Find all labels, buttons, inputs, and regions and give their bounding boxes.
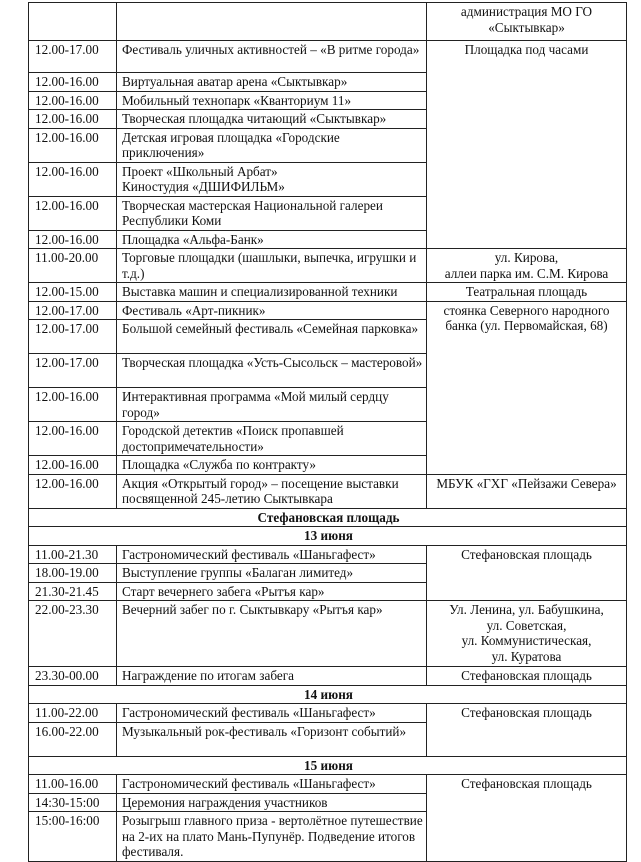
- place-cell: администрация МО ГО «Сыктывкар»: [427, 3, 627, 41]
- event-cell: Проект «Школьный Арбат» Киностудия «ДШИФИЛЬМ»: [117, 162, 427, 196]
- place-cell: Стефановская площадь: [427, 775, 627, 862]
- event-cell: Детская игровая площадка «Городские приключения»: [117, 128, 427, 162]
- event-cell: Городской детектив «Поиск пропавшей достопримечательности»: [117, 422, 427, 456]
- table-row: [29, 249, 627, 283]
- event-cell: Творческая площадка читающий «Сыктывкар»: [117, 110, 427, 129]
- time-cell: 12.00-16.00: [29, 73, 117, 92]
- event-cell: Гастрономический фестиваль «Шаньгафест»: [117, 704, 427, 723]
- place-cell: ул. Кирова, аллеи парка им. С.М. Кирова: [427, 249, 627, 283]
- time-cell: 12.00-16.00: [29, 474, 117, 508]
- event-cell: Вечерний забег по г. Сыктывкару «Рытъя кар»: [117, 601, 427, 667]
- place-cell: Ул. Ленина, ул. Бабушкина, ул. Советская, ул. Коммунистическая, ул. Куратова: [427, 601, 627, 667]
- event-cell: Церемония награждения участников: [117, 793, 427, 812]
- table-row: [29, 775, 627, 794]
- day-heading: 13 июня: [29, 527, 627, 546]
- time-cell: 12.00-15.00: [29, 283, 117, 302]
- time-cell: 11.00-20.00: [29, 249, 117, 283]
- day-heading: 14 июня: [29, 685, 627, 704]
- place-cell: Стефановская площадь: [427, 704, 627, 757]
- event-cell: Большой семейный фестиваль «Семейная парковка»: [117, 320, 427, 354]
- time-cell: 12.00-16.00: [29, 110, 117, 129]
- place-cell: стоянка Северного народного банка (ул. Первомайская, 68): [427, 301, 627, 474]
- event-cell: Выступление группы «Балаган лимитед»: [117, 564, 427, 583]
- table-row: [29, 301, 627, 320]
- time-cell: 22.00-23.30: [29, 601, 117, 667]
- time-cell: 23.30-00.00: [29, 667, 117, 686]
- time-cell: 14:30-15:00: [29, 793, 117, 812]
- time-cell: 12.00-16.00: [29, 91, 117, 110]
- time-cell: 12.00-16.00: [29, 128, 117, 162]
- day-heading-row: [29, 527, 627, 546]
- event-cell: Мобильный технопарк «Кванториум 11»: [117, 91, 427, 110]
- place-cell: МБУК «ГХГ «Пейзажи Севера»: [427, 474, 627, 508]
- time-cell: 15:00-16:00: [29, 812, 117, 862]
- section-heading: Стефановская площадь: [29, 508, 627, 527]
- time-cell: 11.00-22.00: [29, 704, 117, 723]
- day-heading-row: [29, 756, 627, 775]
- table-row: [29, 3, 627, 41]
- event-cell: Выставка машин и специализированной техники: [117, 283, 427, 302]
- event-cell: Торговые площадки (шашлыки, выпечка, игрушки и т.д.): [117, 249, 427, 283]
- event-cell: [117, 3, 427, 41]
- table-row: [29, 283, 627, 302]
- event-cell: Награждение по итогам забега: [117, 667, 427, 686]
- table-row: [29, 667, 627, 686]
- event-cell: Розыгрыш главного приза - вертолётное путешествие на 2-их на плато Мань-Пупунёр. Подведение итогов фестиваля.: [117, 812, 427, 862]
- day-heading-row: [29, 685, 627, 704]
- table-row: [29, 704, 627, 723]
- event-cell: Фестиваль «Арт-пикник»: [117, 301, 427, 320]
- time-cell: 12.00-16.00: [29, 196, 117, 230]
- event-cell: Фестиваль уличных активностей – «В ритме города»: [117, 41, 427, 73]
- time-cell: 12.00-16.00: [29, 422, 117, 456]
- table-row: [29, 474, 627, 508]
- place-cell: Стефановская площадь: [427, 545, 627, 601]
- time-cell: 21.30-21.45: [29, 582, 117, 601]
- time-cell: 12.00-17.00: [29, 320, 117, 354]
- time-cell: 12.00-16.00: [29, 456, 117, 475]
- event-cell: Виртуальная аватар арена «Сыктывкар»: [117, 73, 427, 92]
- event-cell: Старт вечернего забега «Рытъя кар»: [117, 582, 427, 601]
- table-row: [29, 601, 627, 667]
- schedule-table: [28, 2, 627, 862]
- event-cell: Гастрономический фестиваль «Шаньгафест»: [117, 775, 427, 794]
- event-cell: Интерактивная программа «Мой милый сердцу город»: [117, 388, 427, 422]
- place-cell: Театральная площадь: [427, 283, 627, 302]
- day-heading: 15 июня: [29, 756, 627, 775]
- event-cell: Гастрономический фестиваль «Шаньгафест»: [117, 545, 427, 564]
- event-cell: Площадка «Служба по контракту»: [117, 456, 427, 475]
- time-cell: 12.00-17.00: [29, 41, 117, 73]
- event-cell: Площадка «Альфа-Банк»: [117, 230, 427, 249]
- section-heading-row: [29, 508, 627, 527]
- place-cell: Стефановская площадь: [427, 667, 627, 686]
- time-cell: [29, 3, 117, 41]
- time-cell: 16.00-22.00: [29, 722, 117, 756]
- table-row: [29, 545, 627, 564]
- event-cell: Творческая мастерская Национальной галереи Республики Коми: [117, 196, 427, 230]
- event-cell: Музыкальный рок-фестиваль «Горизонт событий»: [117, 722, 427, 756]
- time-cell: 12.00-16.00: [29, 388, 117, 422]
- event-cell: Творческая площадка «Усть-Сысольск – мастеровой»: [117, 354, 427, 388]
- place-cell: Площадка под часами: [427, 41, 627, 249]
- time-cell: 12.00-17.00: [29, 301, 117, 320]
- time-cell: 12.00-17.00: [29, 354, 117, 388]
- time-cell: 12.00-16.00: [29, 230, 117, 249]
- time-cell: 18.00-19.00: [29, 564, 117, 583]
- event-cell: Акция «Открытый город» – посещение выставки посвященной 245-летию Сыктывкара: [117, 474, 427, 508]
- table-row: [29, 41, 627, 73]
- time-cell: 12.00-16.00: [29, 162, 117, 196]
- time-cell: 11.00-16.00: [29, 775, 117, 794]
- time-cell: 11.00-21.30: [29, 545, 117, 564]
